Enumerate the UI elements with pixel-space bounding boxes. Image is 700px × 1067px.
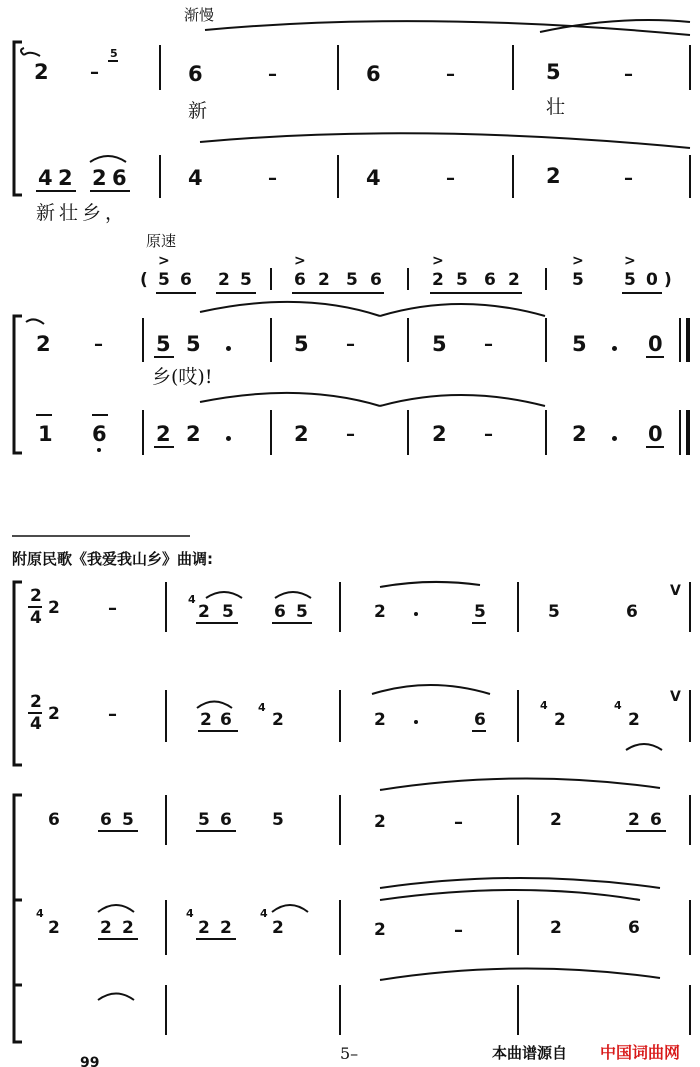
note: 5 (198, 810, 210, 830)
accent-mark: > (624, 253, 636, 269)
note: 2 (92, 166, 107, 190)
dash: – (108, 704, 117, 725)
note: 6 (220, 810, 232, 830)
dot (612, 436, 617, 441)
note: 2 (272, 710, 284, 730)
note: 5 (546, 60, 561, 84)
note: 2 (220, 918, 232, 938)
note: 6 (48, 810, 60, 830)
note: 5 (294, 332, 309, 356)
note: 6 (274, 602, 286, 622)
dash: – (108, 598, 117, 619)
note: 2 (48, 704, 60, 724)
dot (226, 436, 231, 441)
note: 2 (572, 422, 587, 446)
accomp-note: 2 (318, 270, 330, 290)
underline (646, 446, 664, 448)
underline (472, 730, 486, 732)
dash: – (346, 334, 355, 355)
dash: – (94, 334, 103, 355)
grace-note: 4 (258, 701, 266, 714)
underline (90, 190, 130, 192)
underline (154, 446, 174, 448)
underline (272, 622, 312, 624)
accent-mark: > (572, 253, 584, 269)
underline (98, 938, 138, 940)
note: 2 (374, 812, 386, 832)
note: 2 (48, 918, 60, 938)
note: 2 (554, 710, 566, 730)
note: 6 (366, 62, 381, 86)
note: 5 (272, 810, 284, 830)
dash: – (346, 424, 355, 445)
breath-mark: V (670, 689, 681, 705)
note: 2 (374, 920, 386, 940)
accomp-note: 2 (508, 270, 520, 290)
accent-mark: > (158, 253, 170, 269)
dash: – (268, 168, 277, 189)
grace-note: 4 (36, 907, 44, 920)
accomp-note: 2 (432, 270, 444, 290)
note: 6 (628, 918, 640, 938)
lyric: 壮 (546, 96, 566, 118)
lyric: 新壮乡， (36, 202, 129, 224)
site-name[interactable]: 中国词曲网 (600, 1043, 681, 1062)
accomp-note: 5 (346, 270, 358, 290)
dash: – (90, 62, 99, 83)
accomp-note: 0 (646, 270, 658, 290)
note: 2 (100, 918, 112, 938)
note: 2 (374, 602, 386, 622)
time-sig-top: 2 (30, 692, 42, 712)
note: 2 (156, 422, 171, 446)
note: 0 (648, 332, 663, 356)
accent-mark: > (294, 253, 306, 269)
note: 6 (626, 602, 638, 622)
grace-note: 4 (260, 907, 268, 920)
note: 2 (200, 710, 212, 730)
underline (36, 190, 76, 192)
note: 2 (58, 166, 73, 190)
note: 2 (374, 710, 386, 730)
underline (196, 938, 236, 940)
accomp-note: 5 (240, 270, 252, 290)
note: 5 (474, 602, 486, 622)
note: 0 (648, 422, 663, 446)
lyric: 新 (188, 100, 208, 122)
underline (626, 830, 666, 832)
note: 5 (122, 810, 134, 830)
overline (92, 414, 108, 416)
underline (472, 622, 486, 624)
accomp-note: 2 (218, 270, 230, 290)
note: 2 (546, 164, 561, 188)
note: 6 (474, 710, 486, 730)
note: 4 (366, 166, 381, 190)
underline (646, 356, 664, 358)
note: 2 (122, 918, 134, 938)
note: 6 (650, 810, 662, 830)
note: 5 (222, 602, 234, 622)
note: 6 (220, 710, 232, 730)
breath-mark: V (670, 583, 681, 599)
underline (108, 60, 118, 62)
underline (216, 292, 256, 294)
grace-note: 4 (188, 593, 196, 606)
underline (98, 830, 138, 832)
grace-note: 4 (614, 699, 622, 712)
time-sig-top: 2 (30, 586, 42, 606)
accomp-paren: ) (664, 270, 672, 290)
dash: – (484, 424, 493, 445)
accent-mark: > (432, 253, 444, 269)
dash: – (268, 64, 277, 85)
note: 5 (548, 602, 560, 622)
dash: – (454, 812, 463, 833)
note: 2 (294, 422, 309, 446)
note: 2 (432, 422, 447, 446)
note: 2 (34, 60, 49, 84)
note: 5 (572, 332, 587, 356)
note: 2 (628, 710, 640, 730)
note: 2 (272, 918, 284, 938)
dash: – (624, 64, 633, 85)
tempo-a-tempo: 原速 (146, 232, 177, 250)
underline (154, 356, 174, 358)
note: 2 (48, 598, 60, 618)
lyric: 乡(哎)! (152, 366, 213, 388)
page-number: 5– (340, 1044, 359, 1063)
dash: – (446, 64, 455, 85)
note: 6 (92, 422, 107, 446)
accomp-note: 6 (294, 270, 306, 290)
underline (292, 292, 384, 294)
note: 5 (156, 332, 171, 356)
dash: – (484, 334, 493, 355)
time-sig-bottom: 4 (30, 608, 42, 628)
dot (226, 346, 231, 351)
accomp-note: 6 (484, 270, 496, 290)
note: 2 (198, 918, 210, 938)
tempo-rit: 渐慢 (184, 6, 215, 24)
note: 2 (550, 810, 562, 830)
underline (622, 292, 662, 294)
grace-note: 4 (540, 699, 548, 712)
note: 2 (198, 602, 210, 622)
grace-note: 5 (110, 47, 118, 60)
note: 2 (36, 332, 51, 356)
accomp-note: 5 (572, 270, 584, 290)
grace-note: 4 (186, 907, 194, 920)
accomp-paren: ( (140, 270, 148, 290)
low-dot (97, 448, 101, 452)
source-label: 本曲谱源自 (492, 1044, 568, 1062)
underline (196, 830, 236, 832)
note: 6 (112, 166, 127, 190)
appendix-title: 附原民歌《我爱我山乡》曲调: (12, 550, 213, 568)
note: 1 (38, 422, 53, 446)
note: 5 (186, 332, 201, 356)
time-sig-bottom: 4 (30, 714, 42, 734)
dot (414, 612, 418, 616)
note: 6 (100, 810, 112, 830)
dot (612, 346, 617, 351)
overline (36, 414, 52, 416)
dash: – (446, 168, 455, 189)
accomp-note: 5 (624, 270, 636, 290)
corner-number: 99 (80, 1055, 100, 1067)
dash: – (454, 920, 463, 941)
note: 4 (188, 166, 203, 190)
underline (196, 622, 238, 624)
dash: – (624, 168, 633, 189)
note: 4 (38, 166, 53, 190)
accomp-note: 5 (158, 270, 170, 290)
note: 6 (188, 62, 203, 86)
underline (156, 292, 196, 294)
note: 5 (432, 332, 447, 356)
underline (198, 730, 238, 732)
note: 2 (550, 918, 562, 938)
accomp-note: 5 (456, 270, 468, 290)
note: 2 (628, 810, 640, 830)
accomp-note: 6 (180, 270, 192, 290)
note: 2 (186, 422, 201, 446)
dot (414, 720, 418, 724)
underline (430, 292, 522, 294)
note: 5 (296, 602, 308, 622)
accomp-note: 6 (370, 270, 382, 290)
